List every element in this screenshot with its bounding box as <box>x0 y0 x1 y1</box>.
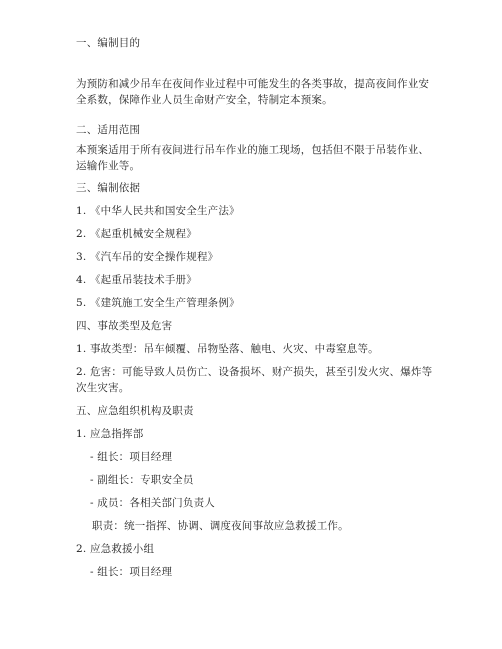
section-body-purpose: 为预防和减少吊车在夜间作业过程中可能发生的各类事故，提高夜间作业安全系数，保障作业人员生命财产安全，特制定本预案。 <box>76 78 430 106</box>
basis-item: 5. 《建筑施工安全生产管理条例》 <box>76 297 240 309</box>
organization-member: - 副组长：专职安全员 <box>90 474 194 486</box>
section-heading-basis: 三、编制依据 <box>76 182 141 194</box>
basis-item: 1. 《中华人民共和国安全生产法》 <box>76 205 240 217</box>
organization-subheading: 2. 应急救援小组 <box>76 543 155 555</box>
basis-item: 2. 《起重机械安全规程》 <box>76 228 197 240</box>
organization-member: - 成员：各相关部门负责人 <box>90 497 215 509</box>
section-heading-accident-types: 四、事故类型及危害 <box>76 320 173 332</box>
basis-item: 3. 《汽车吊的安全操作规程》 <box>76 251 219 263</box>
basis-item: 4. 《起重吊装技术手册》 <box>76 274 197 286</box>
section-heading-organization: 五、应急组织机构及职责 <box>76 405 194 417</box>
organization-member: - 组长：项目经理 <box>90 566 173 578</box>
accident-type-item: 1. 事故类型：吊车倾覆、吊物坠落、触电、火灾、中毒窒息等。 <box>76 343 379 355</box>
organization-duty: 职责：统一指挥、协调、调度夜间事故应急救援工作。 <box>92 520 349 532</box>
section-heading-scope: 二、适用范围 <box>76 124 141 136</box>
section-body-scope: 本预案适用于所有夜间进行吊车作业的施工现场，包括但不限于吊装作业、运输作业等。 <box>76 144 430 172</box>
organization-subheading: 1. 应急指挥部 <box>76 428 144 440</box>
accident-hazard-item: 2. 危害：可能导致人员伤亡、设备损坏、财产损失，甚至引发火灾、爆炸等次生灾害。 <box>76 366 433 394</box>
organization-member: - 组长：项目经理 <box>90 451 173 463</box>
section-heading-purpose: 一、编制目的 <box>76 37 141 49</box>
